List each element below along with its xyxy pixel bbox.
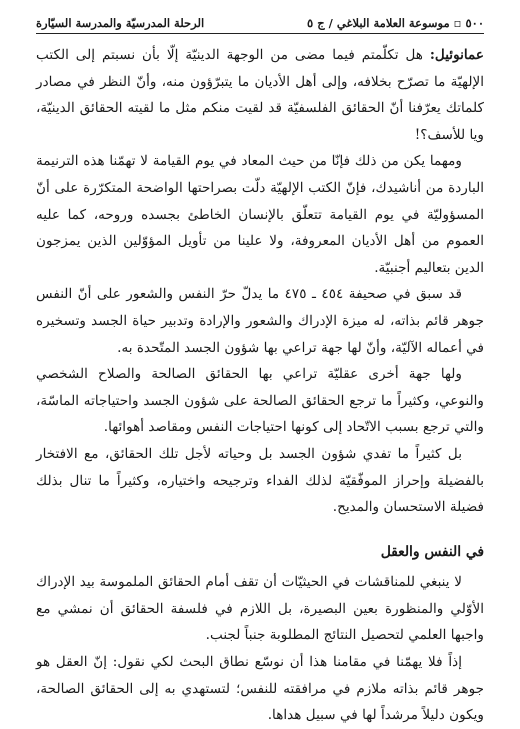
paragraph-text: ولها جهة أخرى عقليّة تراعي بها الحقائق الصالحة والصلاح الشخصي والنوعي، وكثيراً ما ترجع الحقائق الصالحة على شؤون الجسد واحتياجاته الماسّة، والتي ترجع بسبب الاتّحاد إلى كونها احتياجات النفس ومقاصد أهوائها. xyxy=(36,366,484,436)
paragraph-text: قد سبق في صحيفة ٤٥٤ ـ ٤٧٥ ما يدلّ حرّ النفس والشعور على أنّ النفس جوهر قائم بذاته، له ميزة الإدراك والشعور والإرادة وتدبير حياة الجسد وتسخيره في أعماله الآليّة، وأنّ لها جهة تراعي بها شؤون الجسد المتّحدة به. xyxy=(36,286,484,356)
page-body xyxy=(36,42,484,729)
page-number: ٥٠٠ xyxy=(465,16,484,30)
paragraph-text: هل تكلّمتم فيما مضى من الوجهة الدينيّة إلّا بأن نسبتم إلى الكتب الإلهيّة ما تصرّح بخلافه، وإلى أهل الأديان ما يتبرّؤون منه، وأنّ النظر في مصادر كلماتك يعرّفنا أنّ الحقائق الفلسفيّة قد لقيت منكم مثل ما لقيته الحقائق الدينيّة، ويا للأسف؟! xyxy=(36,47,484,143)
paragraph xyxy=(36,649,484,729)
paragraph xyxy=(36,281,484,361)
square-separator-icon: ▫ xyxy=(449,16,462,30)
paragraph xyxy=(36,569,484,649)
paragraph-text: بل كثيراً ما تفدي شؤون الجسد بل وحياته لأجل تلك الحقائق، مع الافتخار بالفضيلة وإحراز الموفّقيّة لذلك الفداء وترجيحه واختياره، وكثيراً ما تنال بذلك فضيلة الاستحسان والمديح. xyxy=(36,445,484,516)
chapter-title: الرحلة المدرسيّة والمدرسة السيّارة xyxy=(36,16,205,30)
book-title: موسوعة العلامة البلاغي / ج ٥ xyxy=(307,16,450,30)
paragraph xyxy=(36,441,484,521)
speaker-label: عمانوئيل: xyxy=(429,47,484,63)
header-rule xyxy=(36,33,484,34)
paragraph xyxy=(36,148,484,281)
paragraph xyxy=(36,42,484,148)
header-left-group xyxy=(307,16,484,30)
paragraph-text: لا ينبغي للمناقشات في الحيثيّات أن تقف أمام الحقائق الملموسة بيد الإدراك الأوّلي والمنظورة بعين البصيرة، بل اللازم في فلسفة الحقائق أن نمشي مع واجبها العلمي لتحصيل النتائج المطلوبة جنباً لجنب. xyxy=(36,574,484,644)
section-heading: في النفس والعقل xyxy=(380,543,484,560)
running-header xyxy=(36,8,484,30)
paragraph-text: ومهما يكن من ذلك فإنّا من حيث المعاد في يوم القيامة لا تهمّنا هذه الترنيمة الباردة من أناشيدك، فإنّ الكتب الإلهيّة دلّت بصراحتها الواضحة المتكرّرة على أنّ المسؤوليّة في يوم القيامة تتعلّق بالإنسان الخاطئ بجسده وروحه، كما عليه العموم من أهل الأديان المعروفة، ولا علينا من تأويل المؤوّلين الذين يمزجون الدين بتعاليم أجنبيّة. xyxy=(36,153,484,276)
paragraph-text: إذاً فلا يهمّنا في مقامنا هذا أن نوسّع نطاق البحث لكي نقول: إنّ العقل هو جوهر قائم بذاته ملازم في مرافقته للنفس؛ لتستهدي به إلى الحقائق الصالحة، ويكون دليلاً مرشداً لها في سبيل هداها. xyxy=(36,654,484,724)
paragraph xyxy=(36,361,484,441)
